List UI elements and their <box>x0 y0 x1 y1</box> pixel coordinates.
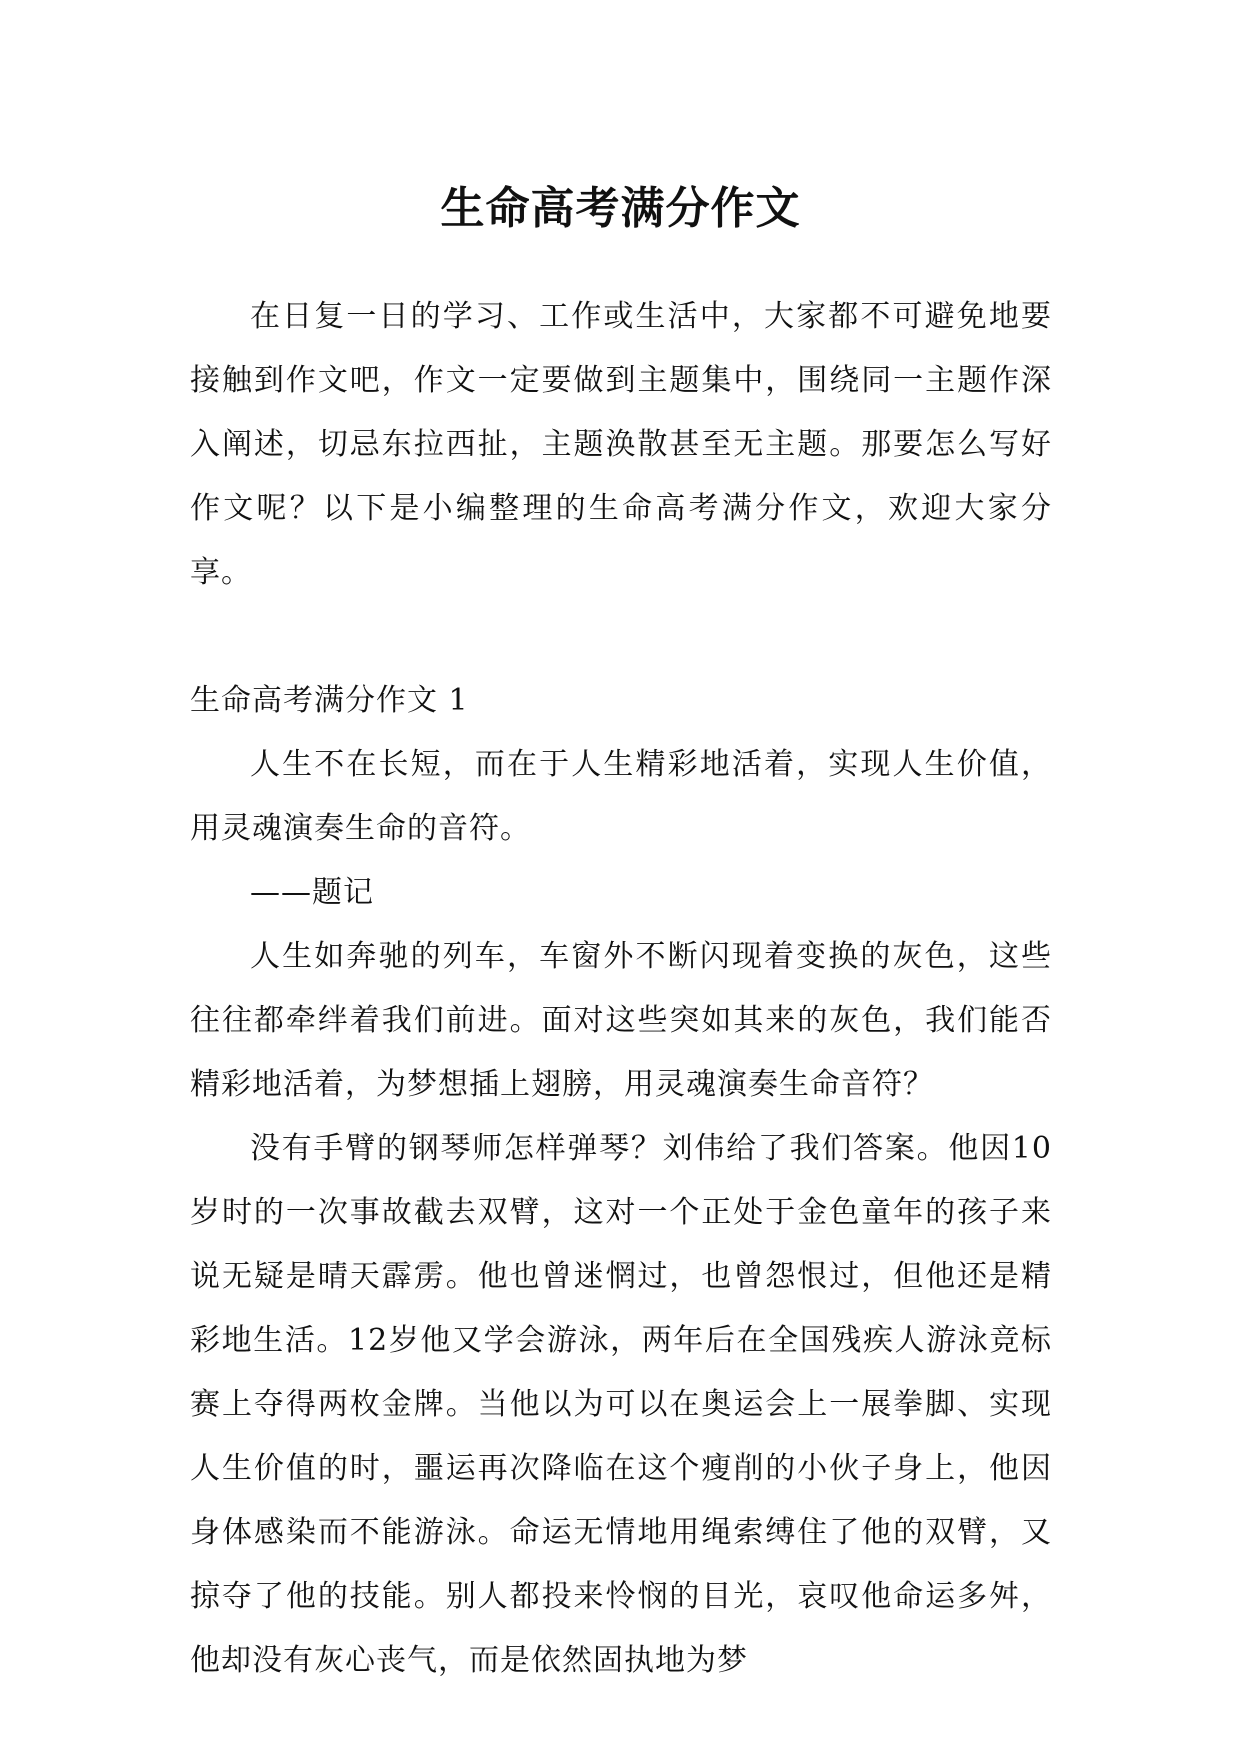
document-title: 生命高考满分作文 <box>440 183 801 235</box>
essay-paragraph: 没有手臂的钢琴师怎样弹琴？刘伟给了我们答案。他因10岁时的一次事故截去双臂，这对一个正处于金色童年的孩子来说无疑是晴天霹雳。他也曾迷惘过，也曾怨恨过，但他还是精彩地生活。12岁他又学会游泳，两年后在全国残疾人游泳竞标赛上夺得两枚金牌。当他以为可以在奥运会上一展拳脚、实现人生价值的时，噩运再次降临在这个瘦削的小伙子身上，他因身体感染而不能游泳。命运无情地用绳索缚住了他的双臂，又掠夺了他的技能。别人都投来怜悯的目光，哀叹他命运多舛，他却没有灰心丧气，而是依然固执地为梦 <box>190 1131 1052 1678</box>
epigraph-attribution: ——题记 <box>250 875 374 910</box>
document-body <box>190 285 1052 1693</box>
section-heading: 生命高考满分作文 1 <box>190 683 469 718</box>
essay-paragraph: 人生如奔驰的列车，车窗外不断闪现着变换的灰色，这些往往都牵绊着我们前进。面对这些突如其来的灰色，我们能否精彩地活着，为梦想插上翅膀，用灵魂演奏生命音符？ <box>190 939 1052 1102</box>
intro-paragraph: 在日复一日的学习、工作或生活中，大家都不可避免地要接触到作文吧，作文一定要做到主题集中，围绕同一主题作深入阐述，切忌东拉西扯，主题涣散甚至无主题。那要怎么写好作文呢？以下是小编整理的生命高考满分作文，欢迎大家分享。 <box>190 299 1052 590</box>
essay-paragraph: 人生不在长短，而在于人生精彩地活着，实现人生价值，用灵魂演奏生命的音符。 <box>190 747 1052 846</box>
section-spacer <box>190 605 1052 669</box>
